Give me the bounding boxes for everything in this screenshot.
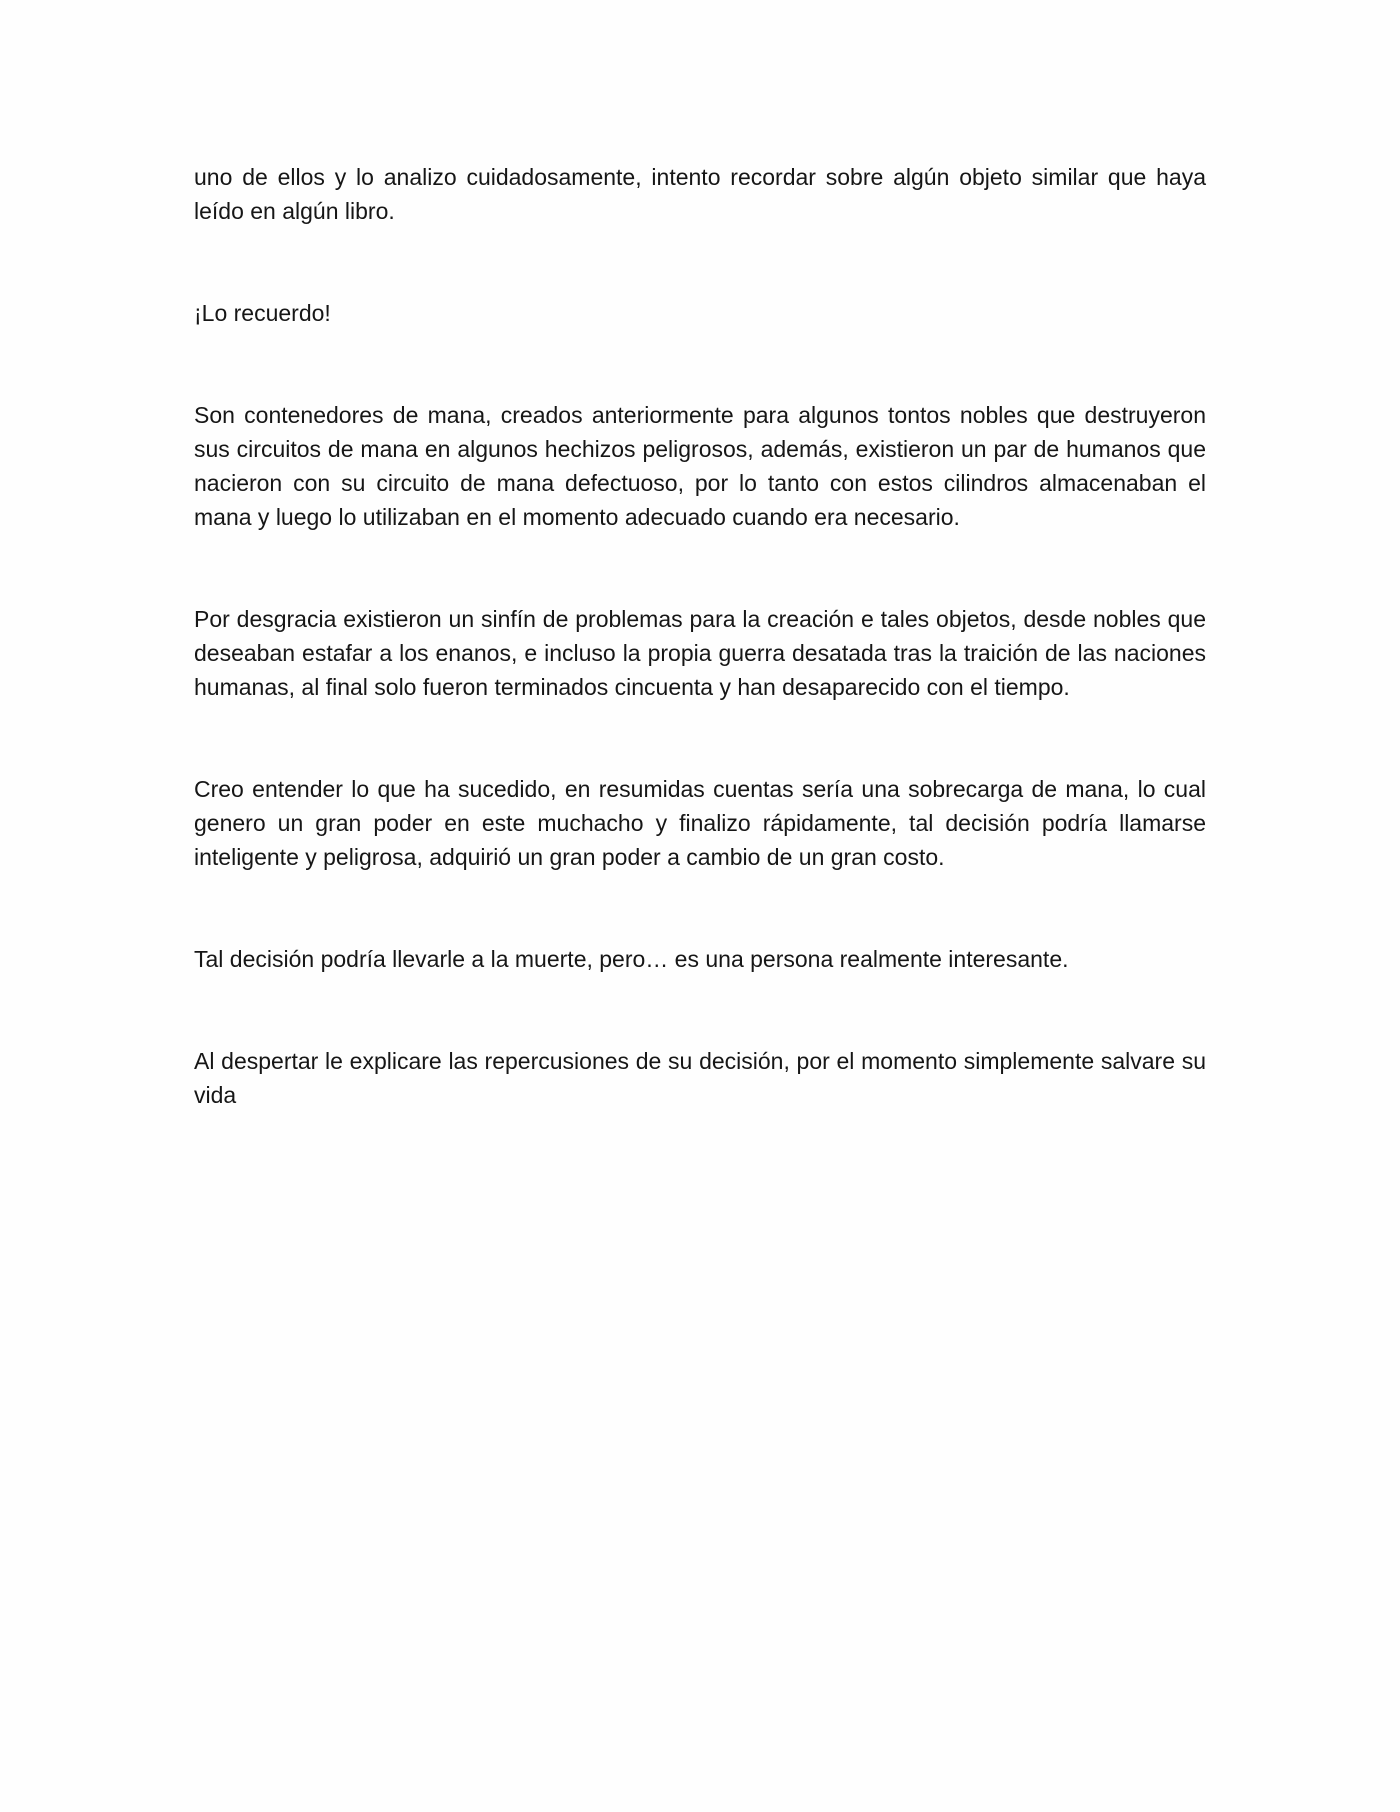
- paragraph-6: Tal decisión podría llevarle a la muerte, pero… es una persona realmente interesante.: [194, 946, 1069, 972]
- paragraph-1: uno de ellos y lo analizo cuidadosamente, intento recordar sobre algún objeto similar que haya leído en algún libro.: [194, 164, 1206, 224]
- paragraph-3: Son contenedores de mana, creados anteriormente para algunos tontos nobles que destruyeron sus circuitos de mana en algunos hechizos peligrosos, además, existieron un par de humanos que nacieron con su circuito de mana defectuoso, por lo tanto con estos cilindros almacenaban el mana y luego lo utilizaban en el momento adecuado cuando era necesario.: [194, 402, 1206, 530]
- paragraph-4: Por desgracia existieron un sinfín de problemas para la creación e tales objetos, desde nobles que deseaban estafar a los enanos, e incluso la propia guerra desatada tras la traición de las naciones humanas, al final solo fueron terminados cincuenta y han desaparecido con el tiempo.: [194, 606, 1206, 700]
- document-body: [194, 160, 1206, 1112]
- paragraph-5: Creo entender lo que ha sucedido, en resumidas cuentas sería una sobrecarga de mana, lo cual genero un gran poder en este muchacho y finalizo rápidamente, tal decisión podría llamarse inteligente y peligrosa, adquirió un gran poder a cambio de un gran costo.: [194, 776, 1206, 870]
- paragraph-7: Al despertar le explicare las repercusiones de su decisión, por el momento simplemente salvare su vida: [194, 1048, 1206, 1108]
- paragraph-2: ¡Lo recuerdo!: [194, 300, 331, 326]
